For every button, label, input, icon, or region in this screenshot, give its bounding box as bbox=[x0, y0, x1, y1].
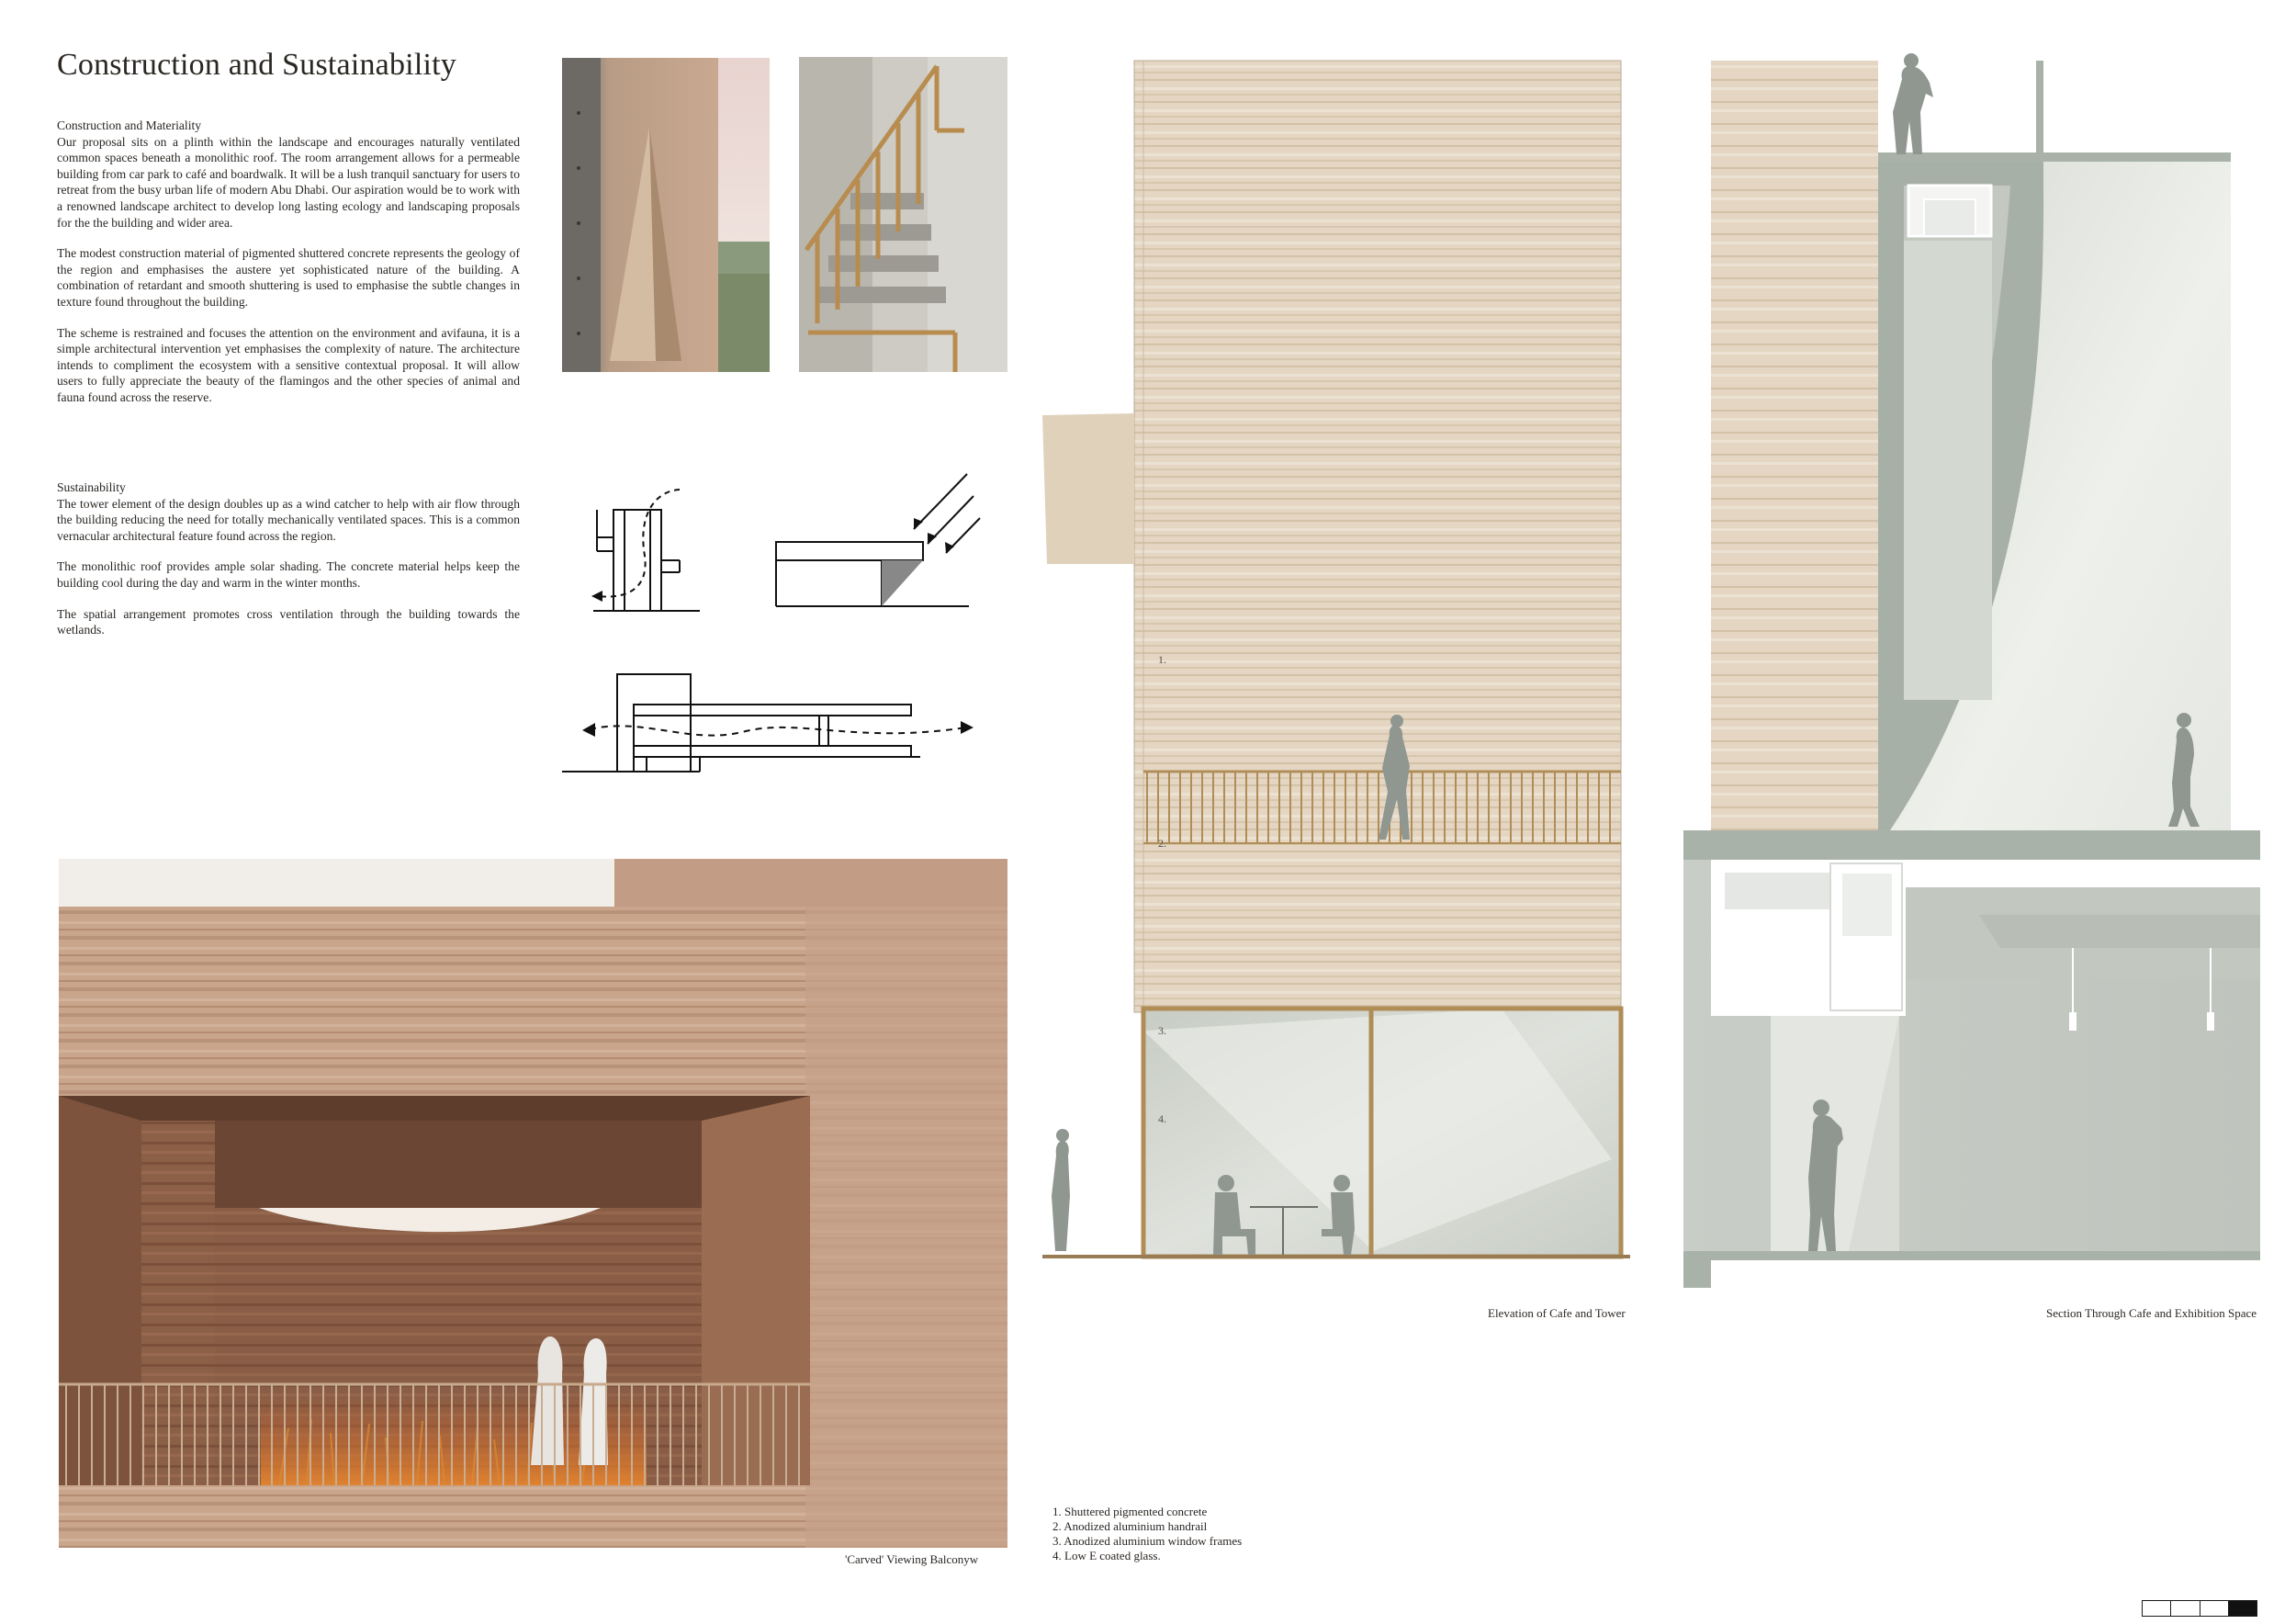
sustainability-paragraph-1: The tower element of the design doubles up as a wind catcher to help with air flow through the building reducing the need for totally mechanically ventilated spaces. This is a common vernacular architectural feature found across the region. bbox=[57, 496, 520, 543]
construction-text-block bbox=[57, 118, 520, 421]
construction-paragraph-1: Our proposal sits on a plinth within the landscape and encourages naturally ventilated common spaces beneath a monolithic roof. The room arrangement allows for a permeable building from car park to café and boardwalk. It will be a lush tranquil sanctuary for users to retreat from the busy urban life of modern Abu Dhabi. Our aspiration would be to work with a renowned landscape architect to develop long lasting ecology and landscaping proposals for the the building and wider area. bbox=[57, 134, 520, 230]
sustainability-heading: Sustainability bbox=[57, 480, 126, 494]
wind-catcher-diagram bbox=[588, 482, 726, 615]
scale-bar bbox=[2142, 1600, 2257, 1617]
construction-paragraph-2: The modest construction material of pigmented shuttered concrete represents the geology of the region and emphasises the austere yet sophisticated nature of the building. A combination of retardant and smooth shuttering is used to emphasise the subtle changes in texture found throughout the building. bbox=[57, 246, 520, 309]
elevation-marker-1: 1. bbox=[1158, 653, 1166, 666]
elevation-marker-3: 3. bbox=[1158, 1024, 1166, 1037]
elevation-marker-4: 4. bbox=[1158, 1112, 1166, 1125]
elevation-marker-2: 2. bbox=[1158, 837, 1166, 850]
page-title: Construction and Sustainability bbox=[57, 48, 456, 82]
solar-shading-diagram bbox=[776, 468, 987, 615]
sustainability-paragraph-2: The monolithic roof provides ample solar shading. The concrete material helps keep the building cool during the day and warm in the winter months. bbox=[57, 559, 520, 590]
viewing-balcony-render bbox=[59, 859, 1007, 1548]
sustainability-text-block bbox=[57, 479, 520, 653]
elevation-caption: Elevation of Cafe and Tower bbox=[1488, 1306, 1626, 1320]
construction-paragraph-3: The scheme is restrained and focuses the attention on the environment and avifauna, it is a simple architectural intervention yet emphasises the complexity of nature. The architecture intends to compliment the ecosystem with a sensitive contextual proposal. It will allow users to fully appreciate the beauty of the flamingos and the other species of animal and fauna found across the reserve. bbox=[57, 325, 520, 404]
cross-ventilation-diagram bbox=[562, 672, 975, 778]
scale-bar-segment bbox=[2200, 1601, 2229, 1616]
construction-heading: Construction and Materiality bbox=[57, 118, 202, 132]
scale-bar-segment bbox=[2229, 1601, 2257, 1616]
scale-bar-segment bbox=[2171, 1601, 2200, 1616]
concrete-wall-photo bbox=[562, 58, 770, 372]
scale-bar-segment bbox=[2143, 1601, 2171, 1616]
cafe-exhibition-section bbox=[1683, 57, 2260, 1288]
cafe-tower-elevation bbox=[1042, 57, 1630, 1271]
legend-item: 3. Anodized aluminium window frames bbox=[1052, 1534, 1243, 1548]
legend-item: 4. Low E coated glass. bbox=[1052, 1549, 1161, 1562]
legend-item: 2. Anodized aluminium handrail bbox=[1052, 1519, 1208, 1533]
section-caption: Section Through Cafe and Exhibition Space bbox=[2046, 1306, 2257, 1320]
balcony-caption: 'Carved' Viewing Balconyw bbox=[845, 1552, 979, 1566]
legend-item: 1. Shuttered pigmented concrete bbox=[1052, 1505, 1208, 1518]
sustainability-paragraph-3: The spatial arrangement promotes cross ventilation through the building towards the wetlands. bbox=[57, 606, 520, 637]
material-legend bbox=[1052, 1505, 1242, 1563]
stair-handrail-photo bbox=[799, 57, 1007, 372]
